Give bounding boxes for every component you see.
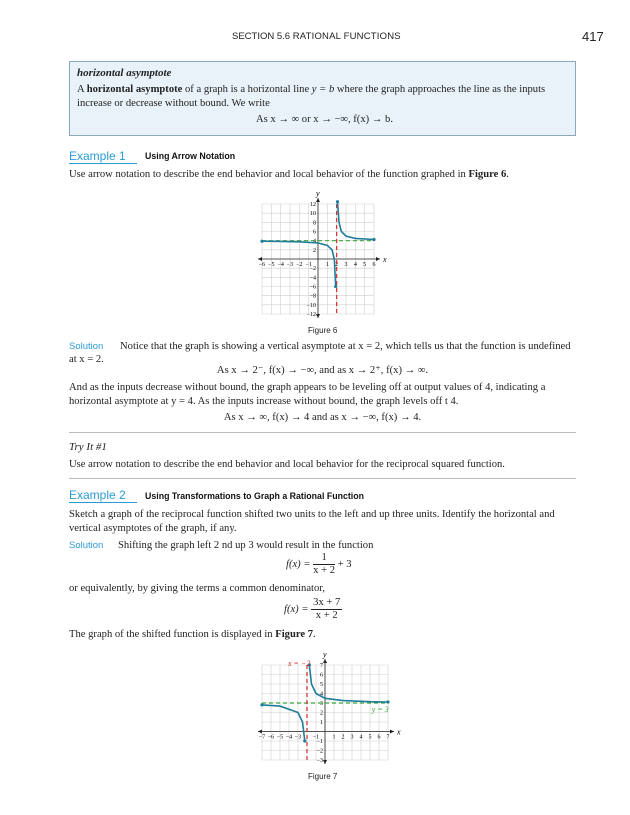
y-tick-label: −2 — [316, 748, 323, 755]
x-tick-label: −2 — [296, 262, 303, 268]
example2-underline — [69, 502, 137, 503]
x-tick-label: −7 — [258, 734, 266, 741]
divider-bottom — [69, 478, 576, 479]
x-tick-label: −5 — [268, 262, 275, 268]
example2-solution-text: Shifting the graph left 2 nd up 3 would result in the function — [118, 540, 374, 551]
series-end-point — [386, 700, 389, 703]
y-tick-label: −1 — [316, 739, 323, 745]
definition-formula: As x → ∞ or x → −∞, f(x) → b. — [255, 114, 393, 125]
x-tick-label: 5 — [363, 262, 367, 268]
horizontal-asymptote-label: y = 3 — [371, 705, 389, 714]
y-tick-label: 4 — [313, 238, 316, 245]
y-axis-arrow-down — [316, 314, 320, 318]
x-tick-label: 3 — [344, 262, 348, 268]
x-tick-label: −1 — [312, 734, 320, 741]
x-tick-label: 6 — [377, 734, 381, 741]
y-tick-label: 1 — [320, 720, 323, 726]
x-tick-label: 4 — [353, 262, 357, 268]
series-end-point — [334, 285, 337, 288]
x-tick-label: 1 — [325, 262, 329, 268]
equivalent-text: or equivalently, by giving the terms a common denominator, — [69, 583, 326, 594]
y-tick-label: 6 — [313, 229, 316, 236]
y-axis-arrow-down — [323, 760, 327, 764]
vertical-asymptote-label: x = −2 — [288, 659, 311, 668]
example1-formula2: As x → ∞, f(x) → 4 and as x → −∞, f(x) → 4. — [223, 412, 422, 423]
y-tick-label: −10 — [306, 302, 316, 309]
series-line — [338, 202, 375, 240]
example1-prompt: Use arrow notation to describe the end behavior and local behavior of the function graphed in Figure 6. — [69, 169, 509, 180]
section-number: SECTION 5.6 — [232, 31, 291, 42]
x-axis-arrow — [376, 257, 380, 261]
example1-formula1: As x → 2⁻, f(x) → −∞, and as x → 2⁺, f(x) → ∞. — [216, 365, 429, 376]
x-tick-label: −1 — [305, 262, 312, 268]
tryit-title: Try It #1 — [69, 441, 107, 453]
x-axis-arrow-left — [258, 730, 262, 734]
page-number: 417 — [582, 29, 604, 44]
y-tick-label: 2 — [313, 247, 316, 254]
y-tick-label: −8 — [309, 293, 316, 300]
y-tick-label: −12 — [306, 312, 316, 318]
x-tick-label: 6 — [372, 262, 376, 268]
x-tick-label: 2 — [335, 262, 339, 268]
y-tick-label: 2 — [320, 710, 323, 717]
x-axis-label: x — [397, 727, 401, 737]
series-end-point — [372, 238, 375, 241]
y-axis-label: y — [323, 650, 327, 659]
y-tick-label: 10 — [310, 211, 316, 218]
x-tick-label: 1 — [332, 734, 336, 741]
y-axis-arrow — [316, 198, 320, 202]
y-tick-label: 5 — [320, 682, 323, 688]
figure7-caption: Figure 7 — [308, 772, 338, 781]
x-axis-arrow — [390, 730, 394, 734]
definition-text: A horizontal asymptote of a graph is a horizontal line y = b where the graph approaches the line as the inputs increase or decrease without bound. We write — [77, 84, 546, 109]
example2-label: Example 2 — [69, 488, 126, 502]
x-axis-arrow-left — [258, 257, 262, 261]
y-tick-label: 3 — [320, 701, 323, 707]
x-tick-label: −3 — [294, 734, 302, 741]
equation-2: f(x) = $\frac{3x + 7}{x + 2}$ — [284, 597, 341, 621]
y-axis-arrow — [323, 659, 327, 663]
x-tick-label: −6 — [267, 734, 275, 741]
example2-subtitle: Using Transformations to Graph a Rational Function — [145, 491, 364, 501]
x-tick-label: 4 — [359, 734, 363, 741]
x-tick-label: −5 — [276, 734, 284, 741]
series-end-point — [260, 240, 263, 243]
y-tick-label: 8 — [313, 220, 316, 227]
tryit-text: Use arrow notation to describe the end behavior and local behavior for the reciprocal squared function. — [69, 459, 505, 470]
example1-solution-line2: at x = 2. — [69, 354, 104, 365]
divider-top — [69, 432, 576, 433]
example2-solution-label: Solution — [69, 540, 104, 551]
y-tick-label: −4 — [309, 275, 316, 282]
series-end-point — [260, 703, 263, 706]
x-tick-label: −4 — [285, 734, 293, 741]
series-end-point — [303, 739, 306, 742]
x-axis-label: x — [383, 255, 387, 264]
shifted-text: The graph of the shifted function is displayed in Figure 7. — [69, 629, 316, 640]
example1-subtitle: Using Arrow Notation — [145, 151, 236, 161]
y-tick-label: −6 — [309, 284, 316, 291]
x-tick-label: −6 — [258, 262, 266, 268]
y-tick-label: 4 — [320, 691, 323, 698]
x-tick-label: 7 — [386, 734, 390, 741]
y-axis-label: y — [316, 189, 320, 198]
running-header — [232, 31, 401, 42]
y-tick-label: −2 — [309, 266, 316, 273]
y-tick-label: 7 — [320, 663, 323, 669]
example2-prompt: Sketch a graph of the reciprocal function shifted two units to the left and up three units. Identify the horizontal and vertical asymptotes of the graph, if any. — [69, 509, 555, 534]
section-title: RATIONAL FUNCTIONS — [292, 31, 401, 42]
equation-1: f(x) = $\frac{1}{x + 2}$ + 3 — [286, 552, 352, 576]
x-tick-label: 5 — [368, 734, 372, 741]
example1-solution-label: Solution — [69, 341, 104, 352]
y-tick-label: 12 — [310, 202, 316, 208]
example1-paragraph: And as the inputs decrease without bound, the graph appears to be leveling off at output values of 4, indicating a horizontal asymptote at y = 4. As the inputs increase without bound, the graph levels off t 4. — [69, 382, 546, 407]
x-tick-label: 2 — [341, 734, 345, 741]
series-end-point — [336, 200, 339, 203]
x-tick-label: −3 — [286, 262, 294, 268]
example1-solution-line1: Notice that the graph is showing a vertical asymptote at x = 2, which tells us that the function is undefined — [120, 341, 571, 352]
figure6-caption: Figure 6 — [308, 326, 338, 335]
y-tick-label: 6 — [320, 672, 323, 679]
example1-label: Example 1 — [69, 149, 126, 163]
figure6-chart — [248, 184, 398, 324]
definition-title: horizontal asymptote — [77, 67, 172, 79]
figure7-chart — [248, 645, 408, 765]
x-tick-label: −4 — [277, 262, 284, 268]
x-tick-label: 3 — [350, 734, 354, 741]
y-tick-label: −3 — [316, 758, 323, 764]
example1-underline — [69, 163, 137, 164]
